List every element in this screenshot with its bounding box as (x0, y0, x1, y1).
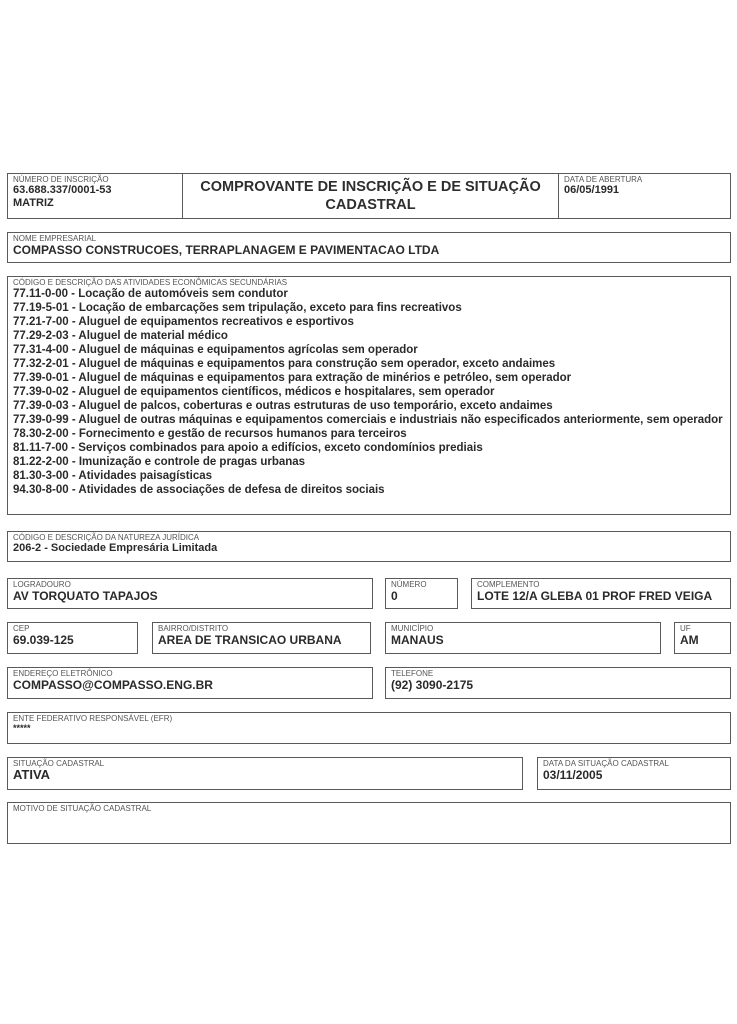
atividade-item: 81.30-3-00 - Atividades paisagísticas (13, 470, 213, 482)
atividade-item: 77.19-5-01 - Locação de embarcações sem tripulação, exceto para fins recreativos (13, 302, 462, 314)
logradouro-label: LOGRADOURO (13, 580, 71, 589)
atividade-item: 77.31-4-00 - Aluguel de máquinas e equipamentos agrícolas sem operador (13, 344, 418, 356)
atividade-item: 77.39-0-99 - Aluguel de outras máquinas e equipamentos comerciais e industriais não especificados anteriormente, sem operador (13, 414, 723, 426)
atividade-item: 77.21-7-00 - Aluguel de equipamentos recreativos e esportivos (13, 316, 354, 328)
abertura-box (558, 173, 731, 219)
atividade-item: 77.29-2-03 - Aluguel de material médico (13, 330, 228, 342)
complemento-value: LOTE 12/A GLEBA 01 PROF FRED VEIGA (477, 589, 713, 603)
situacao-cadastral-box (7, 757, 523, 790)
atividade-item: 77.39-0-03 - Aluguel de palcos, coberturas e outras estruturas de uso temporário, exceto andaimes (13, 400, 553, 412)
municipio-label: MUNICÍPIO (391, 624, 434, 633)
nome-empresarial-label: NOME EMPRESARIAL (13, 234, 97, 243)
bairro-label: BAIRRO/DISTRITO (158, 624, 229, 633)
atividades-secundarias-label: CÓDIGO E DESCRIÇÃO DAS ATIVIDADES ECONÔMICAS SECUNDÁRIAS (13, 278, 288, 287)
numero-label: NÚMERO (391, 580, 427, 589)
document-title-line1: COMPROVANTE DE INSCRIÇÃO E DE SITUAÇÃO (200, 179, 541, 195)
natureza-juridica-box (7, 531, 731, 562)
abertura-label: DATA DE ABERTURA (564, 175, 643, 184)
bairro-value: AREA DE TRANSICAO URBANA (158, 633, 342, 647)
document-title (182, 173, 559, 219)
atividades-list (13, 287, 726, 497)
complemento-label: COMPLEMENTO (477, 580, 540, 589)
municipio-box (385, 622, 661, 654)
inscricao-label: NÚMERO DE INSCRIÇÃO (13, 175, 109, 184)
logradouro-box (7, 578, 373, 609)
email-value: COMPASSO@COMPASSO.ENG.BR (13, 678, 213, 692)
cep-value: 69.039-125 (13, 633, 74, 647)
numero-value: 0 (391, 589, 398, 603)
motivo-situacao-label: MOTIVO DE SITUAÇÃO CADASTRAL (13, 804, 152, 813)
uf-value: AM (680, 633, 699, 647)
document-title-line2: CADASTRAL (325, 197, 416, 213)
nome-empresarial-box (7, 232, 731, 263)
inscricao-box (7, 173, 183, 219)
logradouro-value: AV TORQUATO TAPAJOS (13, 589, 158, 603)
data-situacao-value: 03/11/2005 (543, 768, 603, 782)
complemento-box (471, 578, 731, 609)
email-box (7, 667, 373, 699)
situacao-cadastral-value: ATIVA (13, 767, 51, 782)
municipio-value: MANAUS (391, 633, 444, 647)
efr-box (7, 712, 731, 744)
efr-label: ENTE FEDERATIVO RESPONSÁVEL (EFR) (13, 714, 173, 723)
atividades-secundarias-box (7, 276, 731, 515)
atividade-item: 77.32-2-01 - Aluguel de máquinas e equipamentos para construção sem operador, exceto andaimes (13, 358, 556, 370)
email-label: ENDEREÇO ELETRÔNICO (13, 669, 113, 678)
uf-label: UF (680, 624, 691, 633)
cep-label: CEP (13, 624, 30, 633)
cnpj-value: 63.688.337/0001-53 (13, 184, 112, 196)
numero-box (385, 578, 458, 609)
nome-empresarial-value: COMPASSO CONSTRUCOES, TERRAPLANAGEM E PAVIMENTACAO LTDA (13, 243, 440, 257)
atividade-item: 77.39-0-01 - Aluguel de máquinas e equipamentos para extração de minérios e petróleo, sem operador (13, 372, 572, 384)
estabelecimento-tipo: MATRIZ (13, 197, 54, 209)
atividade-item: 77.39-0-02 - Aluguel de equipamentos científicos, médicos e hospitalares, sem operador (13, 386, 495, 398)
atividade-item: 81.11-7-00 - Serviços combinados para apoio a edifícios, exceto condomínios prediais (13, 442, 483, 454)
efr-value: ***** (13, 723, 31, 733)
atividade-item: 78.30-2-00 - Fornecimento e gestão de recursos humanos para terceiros (13, 428, 407, 440)
atividade-item: 94.30-8-00 - Atividades de associações de defesa de direitos sociais (13, 484, 385, 496)
natureza-juridica-label: CÓDIGO E DESCRIÇÃO DA NATUREZA JURÍDICA (13, 533, 200, 542)
data-situacao-label: DATA DA SITUAÇÃO CADASTRAL (543, 759, 669, 768)
atividade-item: 77.11-0-00 - Locação de automóveis sem condutor (13, 288, 288, 300)
data-situacao-box (537, 757, 731, 790)
situacao-cadastral-label: SITUAÇÃO CADASTRAL (13, 759, 105, 768)
natureza-juridica-value: 206-2 - Sociedade Empresária Limitada (13, 542, 218, 554)
telefone-value: (92) 3090-2175 (391, 678, 474, 692)
telefone-label: TELEFONE (391, 669, 434, 678)
telefone-box (385, 667, 731, 699)
abertura-value: 06/05/1991 (564, 184, 620, 196)
motivo-situacao-box (7, 802, 731, 844)
atividade-item: 81.22-2-00 - Imunização e controle de pragas urbanas (13, 456, 306, 468)
cep-box (7, 622, 138, 654)
bairro-box (152, 622, 371, 654)
uf-box (674, 622, 731, 654)
